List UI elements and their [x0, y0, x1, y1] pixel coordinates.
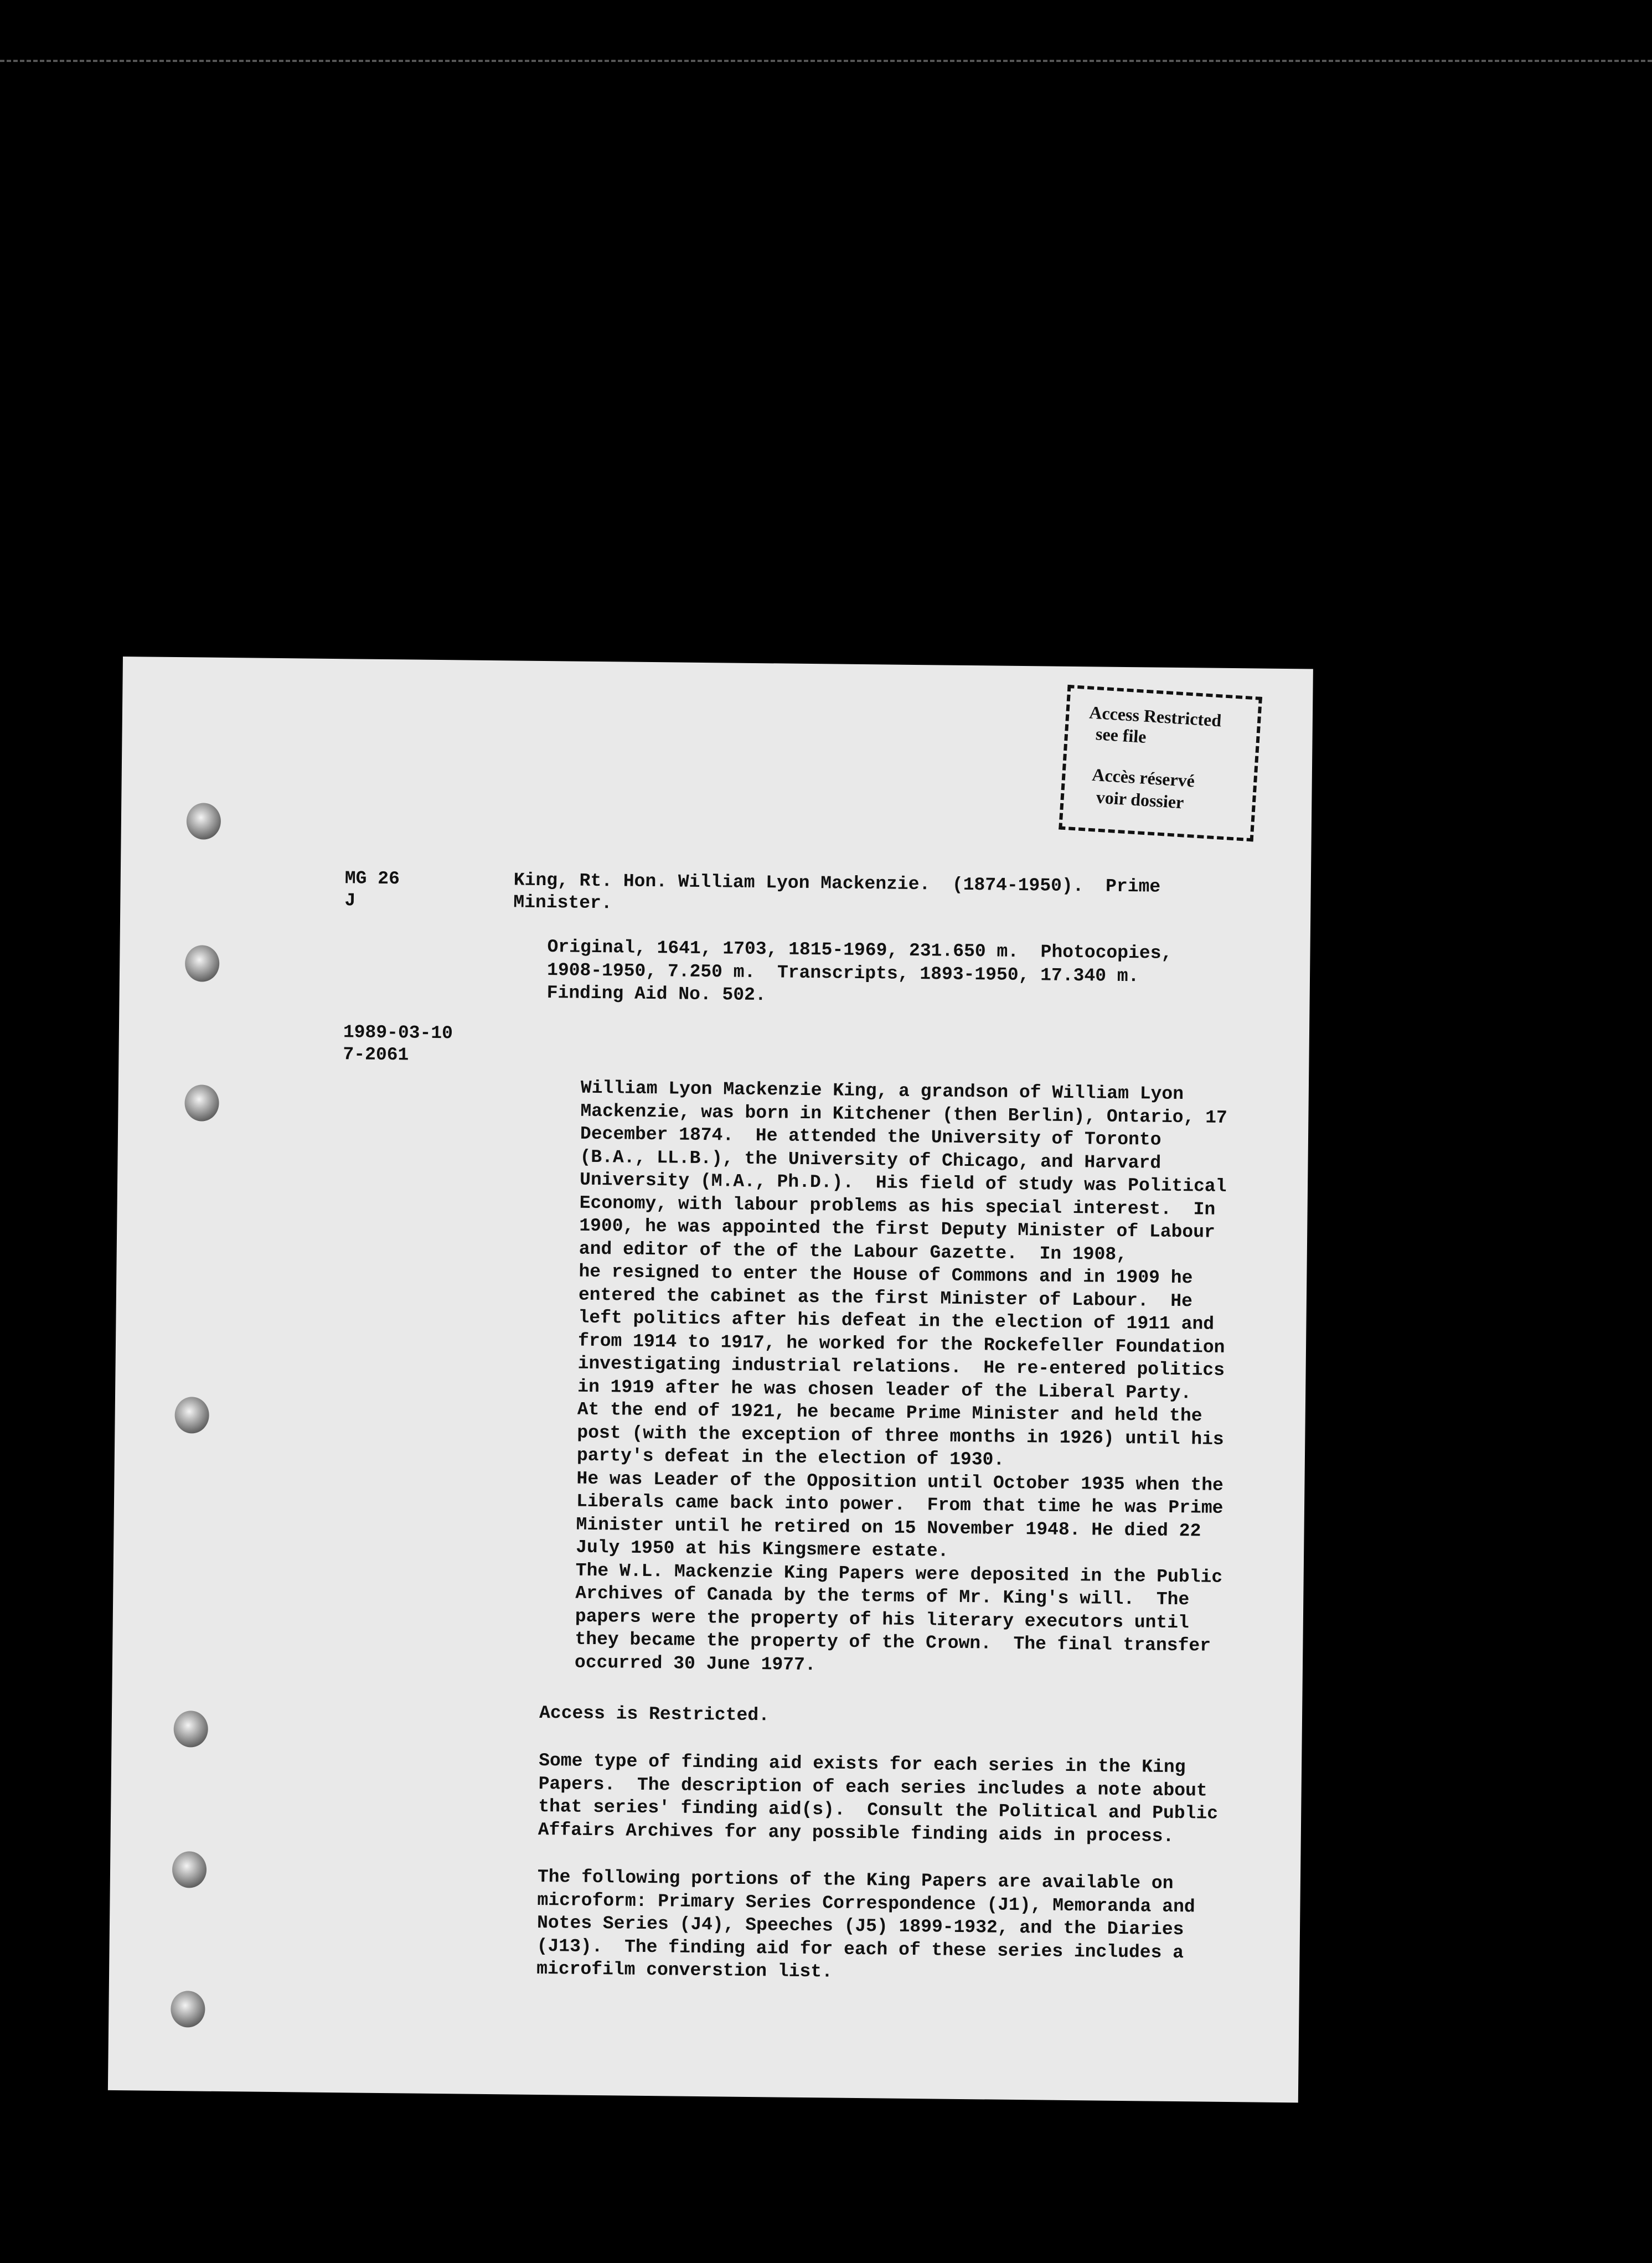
text-line: Liberals came back into power. From that time he was Prime: [576, 1491, 1223, 1518]
text-line: University (M.A., Ph.D.). His field of study was Political: [579, 1169, 1227, 1197]
text-line: Some type of finding aid exists for each series in the King: [538, 1750, 1186, 1778]
stamp-line: Accès réservé: [1091, 764, 1195, 791]
punch-hole: [187, 803, 221, 840]
text-line: Mackenzie, was born in Kitchener (then Berlin), Ontario, 17: [580, 1100, 1227, 1128]
access-statement: Access is Restricted.: [539, 1702, 770, 1726]
punch-hole: [174, 1397, 209, 1434]
text-line: Economy, with labour problems as his special interest. In: [579, 1192, 1216, 1220]
microform-note: [536, 1866, 1195, 1987]
scan-edge-line: [0, 60, 1652, 62]
text-line: he resigned to enter the House of Commons and in 1909 he: [579, 1261, 1193, 1289]
text-line: The following portions of the King Papers are available on: [537, 1866, 1174, 1894]
text-line: Original, 1641, 1703, 1815-1969, 231.650 m. Photocopies,: [547, 937, 1173, 964]
text-line: they became the property of the Crown. The final transfer: [575, 1629, 1211, 1656]
punch-hole: [171, 1991, 205, 2028]
text-line: party's defeat in the election of 1930.: [576, 1445, 1005, 1470]
series-code: J: [344, 890, 356, 911]
text-line: in 1919 after he was chosen leader of the Liberal Party.: [577, 1376, 1192, 1403]
text-line: from 1914 to 1917, he worked for the Rockefeller Foundation: [577, 1330, 1225, 1358]
fonds-title-cont: Minister.: [513, 892, 612, 914]
punch-hole: [184, 1084, 219, 1122]
text-line: (J13). The finding aid for each of these series includes a: [536, 1935, 1184, 1963]
record-number: 7-2061: [343, 1044, 409, 1066]
fonds-title: King, Rt. Hon. William Lyon Mackenzie. (1874-1950). Prime: [513, 870, 1161, 897]
extent-statement: [546, 936, 1172, 1011]
text-line: July 1950 at his Kingsmere estate.: [576, 1537, 949, 1562]
finding-aids-note: [538, 1749, 1219, 1848]
document-page: [108, 657, 1313, 2102]
text-line: investigating industrial relations. He re-entered politics: [577, 1353, 1225, 1381]
text-line: microfilm converstion list.: [536, 1958, 833, 1982]
biographical-sketch: [575, 1077, 1228, 1681]
text-line: post (with the exception of three months in 1926) until his: [577, 1422, 1224, 1450]
text-line: and editor of the of the Labour Gazette. In 1908,: [579, 1238, 1128, 1265]
text-line: Notes Series (J4), Speeches (J5) 1899-1932, and the Diaries: [536, 1912, 1184, 1940]
text-line: (B.A., LL.B.), the University of Chicago, and Harvard: [580, 1146, 1161, 1174]
punch-hole: [173, 1711, 208, 1748]
text-line: He was Leader of the Opposition until October 1935 when the: [576, 1468, 1224, 1496]
text-line: Finding Aid No. 502.: [546, 983, 766, 1006]
text-line: occurred 30 June 1977.: [574, 1652, 816, 1675]
stamp-line: see file: [1095, 724, 1147, 747]
text-line: microform: Primary Series Correspondence (J1), Memoranda and: [537, 1889, 1195, 1917]
text-line: The W.L. Mackenzie King Papers were deposited in the Public: [575, 1560, 1223, 1588]
text-line: left politics after his defeat in the election of 1911 and: [578, 1307, 1215, 1335]
stamp-line: voir dossier: [1095, 787, 1185, 813]
text-line: Affairs Archives for any possible finding aids in process.: [538, 1819, 1174, 1847]
record-date: 1989-03-10: [343, 1022, 453, 1044]
text-line: William Lyon Mackenzie King, a grandson of William Lyon: [580, 1077, 1184, 1105]
text-line: At the end of 1921, he became Prime Minister and held the: [577, 1399, 1202, 1427]
text-line: Papers. The description of each series includes a note about: [538, 1773, 1207, 1801]
text-line: papers were the property of his literary executors until: [575, 1606, 1190, 1633]
access-restricted-stamp: [1059, 685, 1262, 842]
text-line: 1900, he was appointed the first Deputy Minister of Labour: [579, 1215, 1216, 1243]
text-line: Archives of Canada by the terms of Mr. King's will. The: [575, 1583, 1190, 1610]
manuscript-group: MG 26: [344, 868, 400, 890]
text-line: entered the cabinet as the first Minister of Labour. He: [578, 1284, 1193, 1311]
text-line: Minister until he retired on 15 November 1948. He died 22: [576, 1514, 1201, 1541]
text-line: 1908-1950, 7.250 m. Transcripts, 1893-1950, 17.340 m.: [546, 959, 1139, 986]
punch-hole: [185, 945, 220, 982]
text-line: December 1874. He attended the University of Toronto: [580, 1123, 1161, 1150]
punch-hole: [172, 1851, 207, 1888]
stamp-line: Access Restricted: [1088, 702, 1222, 731]
text-line: that series' finding aid(s). Consult the Political and Public: [538, 1796, 1219, 1824]
